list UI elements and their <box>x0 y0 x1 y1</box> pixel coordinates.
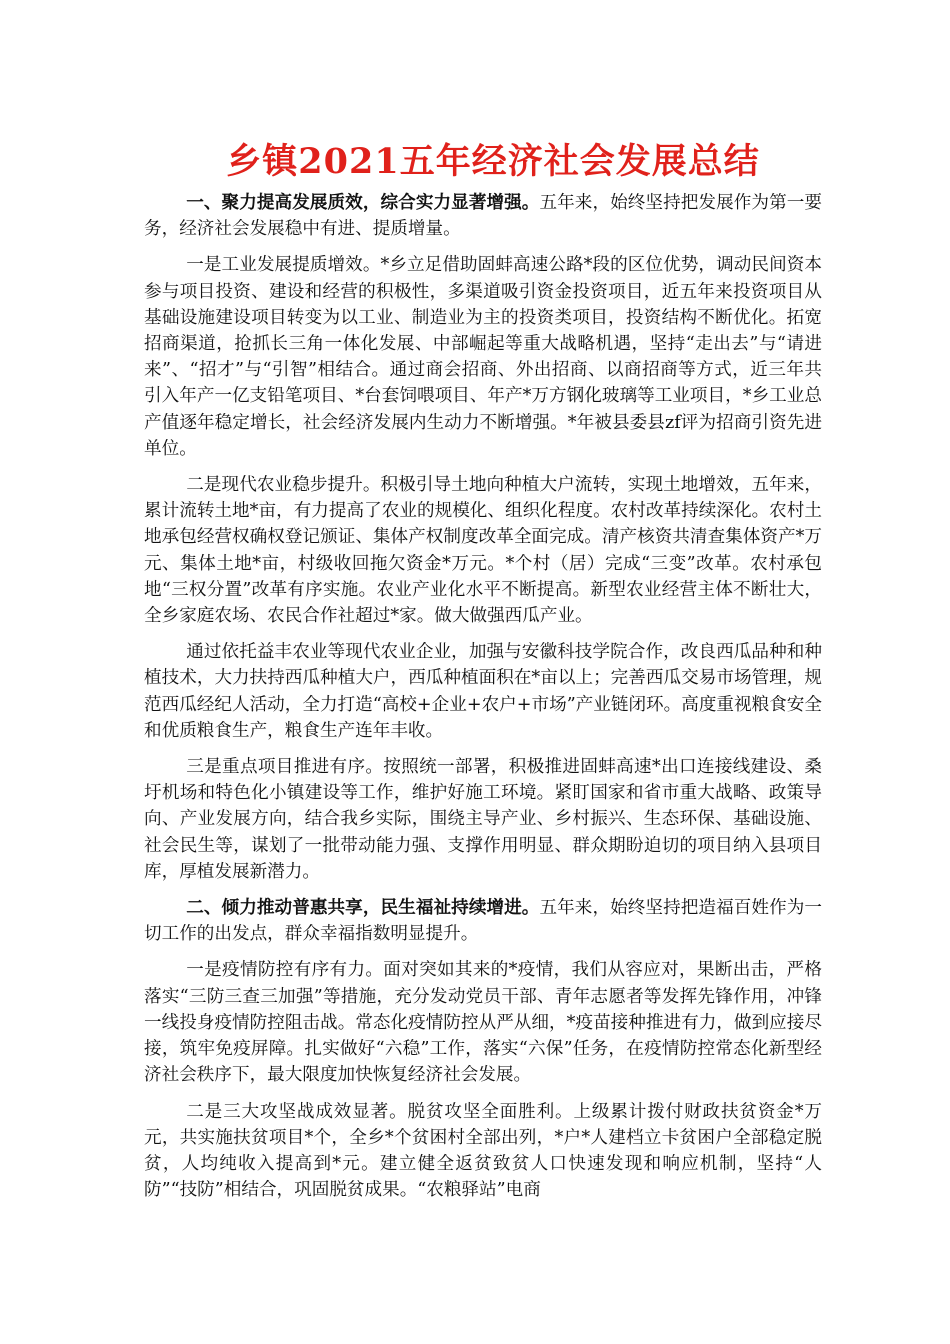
paragraph <box>144 895 822 947</box>
paragraph-text: 二是三大攻坚战成效显著。脱贫攻坚全面胜利。上级累计拨付财政扶贫资金*万元，共实施扶贫项目*个，全乡*个贫困村全部出列，*户*人建档立卡贫困户全部稳定脱贫，人均纯收入提高到*元。建立健全返贫致贫人口快速发现和响应机制，坚持“人防”“技防”相结合，巩固脱贫成果。“农粮驿站”电商 <box>144 1101 822 1201</box>
document-title: 乡镇2021五年经济社会发展总结 <box>226 141 760 182</box>
paragraph-text: 五年来，始终坚持把发展作为第一要务，经济社会发展稳中有进、提质增量。 <box>144 193 822 240</box>
paragraph <box>144 639 822 744</box>
section-heading: 二、倾力推动普惠共享，民生福祉持续增进。 <box>186 897 540 919</box>
paragraph <box>144 957 822 1088</box>
paragraph-text: 二是现代农业稳步提升。积极引导土地向种植大户流转，实现土地增效，五年来，累计流转土地*亩，有力提高了农业的规模化、组织化程度。农村改革持续深化。农村土地承包经营权确权登记颁证、集体产权制度改革全面完成。清产核资共清查集体资产*万元、集体土地*亩，村级收回拖欠资金*万元。*个村（居）完成“三变”改革。农村承包地“三权分置”改革有序实施。农业产业化水平不断提高。新型农业经营主体不断壮大，全乡家庭农场、农民合作社超过*家。做大做强西瓜产业。 <box>144 475 822 627</box>
paragraph <box>144 190 822 242</box>
paragraph <box>144 472 822 629</box>
paragraph-text: 一是工业发展提质增效。*乡立足借助固蚌高速公路*段的区位优势，调动民间资本参与项目投资、建设和经营的积极性，多渠道吸引资金投资项目，近五年来投资项目从基础设施建设项目转变为以工业、制造业为主的投资类项目，投资结构不断优化。拓宽招商渠道，抢抓长三角一体化发展、中部崛起等重大战略机遇，坚持“走出去”与“请进来”、“招才”与“引智”相结合。通过商会招商、外出招商、以商招商等方式，近三年共引入年产一亿支铅笔项目、*台套饲喂项目、年产*万方钢化玻璃等工业项目，*乡工业总产值逐年稳定增长，社会经济发展内生动力不断增强。*年被县委县zf评为招商引资先进单位。 <box>144 255 822 459</box>
paragraph-text: 通过依托益丰农业等现代农业企业，加强与安徽科技学院合作，改良西瓜品种和种植技术，大力扶持西瓜种植大户，西瓜种植面积在*亩以上；完善西瓜交易市场管理，规范西瓜经纪人活动，全力打造“高校+企业+农户+市场”产业链闭环。高度重视粮食安全和优质粮食生产，粮食生产连年丰收。 <box>144 642 822 741</box>
paragraph-text: 三是重点项目推进有序。按照统一部署，积极推进固蚌高速*出口连接线建设、桑圩机场和特色化小镇建设等工作，维护好施工环境。紧盯国家和省市重大战略、政策导向、产业发展方向，结合我乡实际，围绕主导产业、乡村振兴、生态环保、基础设施、社会民生等，谋划了一批带动能力强、支撑作用明显、群众期盼迫切的项目纳入县项目库，厚植发展新潜力。 <box>144 757 822 882</box>
paragraph-text: 五年来，始终坚持把造福百姓作为一切工作的出发点，群众幸福指数明显提升。 <box>144 898 822 945</box>
paragraph-text: 一是疫情防控有序有力。面对突如其来的*疫情，我们从容应对，果断出击，严格落实“三防三查三加强”等措施，充分发动党员干部、青年志愿者等发挥先锋作用，冲锋一线投身疫情防控阻击战。常态化疫情防控从严从细，*疫苗接种推进有力，做到应接尽接，筑牢免疫屏障。扎实做好“六稳”工作，落实“六保”任务，在疫情防控常态化新型经济社会秩序下，最大限度加快恢复经济社会发展。 <box>144 960 822 1086</box>
paragraph <box>144 252 822 462</box>
paragraph <box>144 1099 822 1204</box>
section-heading: 一、聚力提高发展质效，综合实力显著增强。 <box>186 192 540 213</box>
paragraph <box>144 754 822 885</box>
